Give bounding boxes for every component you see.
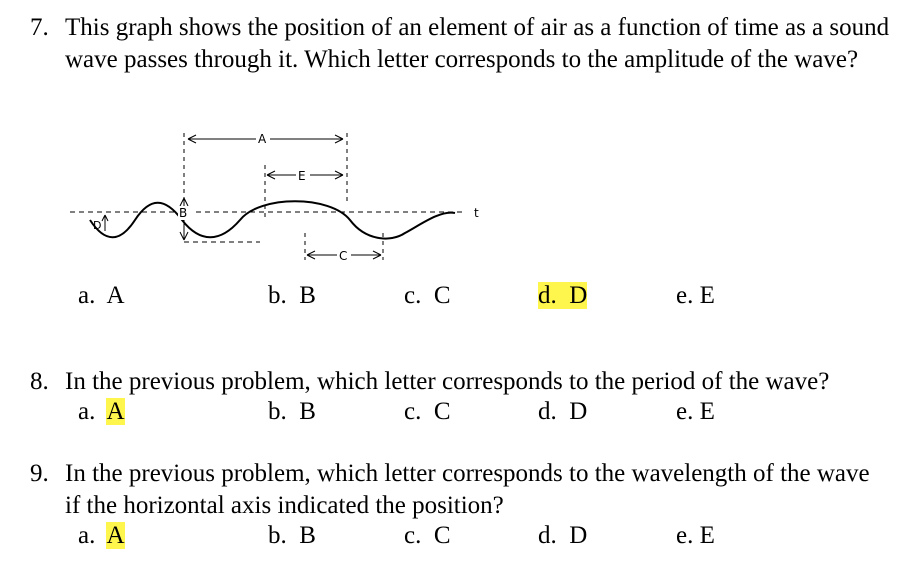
question-text: In the previous problem, which letter corresponds to the period of the wave? [65, 368, 830, 395]
choice-d[interactable] [538, 280, 587, 312]
highlighted-answer: A [106, 398, 125, 425]
choice-e[interactable]: e. E [676, 282, 715, 309]
question-text: This graph shows the position of an element of air as a function of time as a sound wave passes through it. Which letter corresponds to the amplitude of the wave? [65, 14, 890, 73]
choice-a[interactable]: a. A [78, 398, 125, 425]
wave-diagram [60, 125, 500, 270]
highlighted-answer: A [106, 522, 125, 549]
choice-c[interactable]: c. C [404, 522, 451, 549]
question-number: 8. [30, 368, 49, 395]
choice-d[interactable]: d. D [538, 522, 588, 549]
question-text: In the previous problem, which letter corresponds to the wavelength of the wave if the horizontal axis indicated the position? [65, 460, 870, 519]
label-d: D [93, 219, 102, 232]
axis-label-t: t [474, 206, 479, 220]
choice-c[interactable]: c. C [404, 282, 451, 309]
choice-c[interactable]: c. C [404, 398, 451, 425]
question-number: 9. [30, 460, 49, 487]
choice-d[interactable]: d. D [538, 398, 588, 425]
label-e: E [298, 169, 306, 183]
question-8 [30, 366, 890, 398]
choice-a[interactable]: a. A [78, 522, 125, 549]
question-9 [30, 458, 890, 522]
label-b: B [179, 206, 188, 220]
label-a: A [258, 132, 267, 146]
choice-b[interactable]: b. B [268, 398, 316, 425]
wave-curve [90, 201, 455, 238]
choices-q9 [78, 520, 898, 552]
label-c: C [339, 249, 348, 263]
choice-b[interactable]: b. B [268, 282, 316, 309]
choice-e[interactable]: e. E [676, 522, 715, 549]
highlighted-answer: d. D [538, 282, 588, 309]
choices-q7 [78, 280, 898, 312]
question-7 [30, 12, 890, 76]
choice-b[interactable]: b. B [268, 522, 316, 549]
choices-q8 [78, 396, 898, 428]
choice-e[interactable]: e. E [676, 398, 715, 425]
question-number: 7. [30, 14, 49, 41]
choice-a[interactable]: a. A [78, 282, 125, 309]
